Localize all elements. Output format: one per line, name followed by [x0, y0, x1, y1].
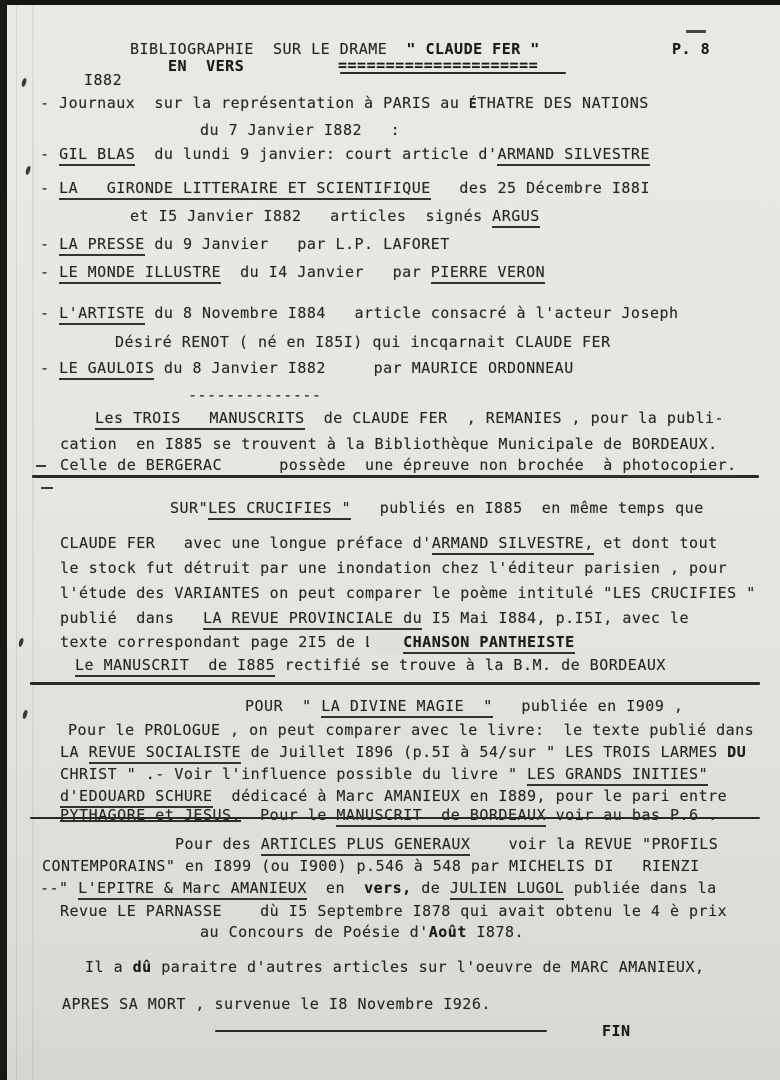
fin-label: FIN: [602, 1022, 631, 1040]
binding-mark: [22, 710, 28, 720]
stray-mark: [686, 30, 706, 33]
closing-rule: [215, 1030, 547, 1032]
section-divider-2: [30, 682, 760, 685]
binding-mark: [18, 638, 24, 648]
stray-mark: [36, 465, 46, 467]
section-divine-magie: CHRIST " .- Voir l'influence possible du livre " LES GRANDS INITIES": [60, 765, 708, 783]
title-subline: EN VERS: [168, 57, 245, 75]
section-divine-magie: Pour le PROLOGUE , on peut comparer avec le livre: le texte publié dans: [68, 721, 755, 739]
section-articles: Pour des ARTICLES PLUS GENERAUX voir la REVUE "PROFILS: [175, 835, 718, 853]
page-number: P. 8: [672, 40, 711, 58]
doc-title: BIBLIOGRAPHIE SUR LE DRAME " CLAUDE FER ": [130, 40, 540, 58]
bib-entry-cont: Désiré RENOT ( né en I85I) qui incqarnait CLAUDE FER: [115, 333, 611, 351]
binding-mark: [21, 78, 27, 88]
bib-entry: - L'ARTISTE du 8 Novembre I884 article consacré à l'acteur Joseph: [40, 304, 679, 322]
paper-crease: [16, 0, 17, 1080]
manuscripts-note: Celle de BERGERAC possède une épreuve non brochée à photocopier.: [60, 456, 737, 474]
section-crucifies: CLAUDE FER avec une longue préface d'ARMAND SILVESTRE, et dont tout: [60, 534, 718, 552]
bib-entry: - LE GAULOIS du 8 Janvier I882 par MAURICE ORDONNEAU: [40, 359, 574, 377]
bib-entry: - GIL BLAS du lundi 9 janvier: court article d'ARMAND SILVESTRE: [40, 145, 650, 163]
section-crucifies: texte correspondant page 2I5 de LA CHANSON PANTHEISTE: [60, 633, 575, 651]
bib-entry: - Journaux sur la représentation à PARIS au ÉTHATRE DES NATIONS: [40, 94, 649, 112]
bib-entry-cont: du 7 Janvier I882 :: [200, 121, 401, 139]
bib-entry-cont: et I5 Janvier I882 articles signés ARGUS: [130, 207, 540, 225]
scan-edge-left: [0, 0, 7, 1080]
binding-mark: [25, 166, 31, 176]
section-articles: CONTEMPORAINS" en I899 (ou I900) p.546 à 548 par MICHELIS DI RIENZI: [42, 857, 700, 875]
section-crucifies: Le MANUSCRIT de I885 rectifié se trouve à la B.M. de BORDEAUX: [75, 656, 666, 674]
dashed-separator: --------------: [188, 386, 322, 404]
section-crucifies: le stock fut détruit par une inondation chez l'éditeur parisien , pour: [60, 559, 728, 577]
section-crucifies: l'étude des VARIANTES on peut comparer le poème intitulé "LES CRUCIFIES ": [60, 584, 756, 602]
section-divine-magie: LA REVUE SOCIALISTE de Juillet I896 (p.5I à 54/sur " LES TROIS LARMES DU: [60, 743, 746, 761]
title-equals-underline: =====================: [338, 56, 539, 74]
section-articles: Revue LE PARNASSE dù I5 Septembre I878 qui avait obtenu le 4 è prix: [60, 902, 728, 920]
bib-entry: - LA PRESSE du 9 Janvier par L.P. LAFORET: [40, 235, 450, 253]
section-divine-magie: PYTHAGORE et JESUS. Pour le MANUSCRIT de BORDEAUX voir au bas P.6 .: [60, 806, 718, 824]
year-heading: I882: [84, 71, 123, 89]
closing-note: APRES SA MORT , survenue le I8 Novembre I926.: [62, 995, 491, 1013]
manuscripts-note: Les TROIS MANUSCRITS de CLAUDE FER , REMANIES , pour la publi-: [95, 409, 724, 427]
section-crucifies: publié dans LA REVUE PROVINCIALE du I5 Mai I884, p.I5I, avec le: [60, 609, 689, 627]
section-divine-magie: d'EDOUARD SCHURE dédicacé à Marc AMANIEUX en I889, pour le pari entre: [60, 787, 727, 805]
bib-entry: - LE MONDE ILLUSTRE du I4 Janvier par PIERRE VERON: [40, 263, 545, 281]
stray-mark: [41, 487, 53, 489]
manuscripts-note: cation en I885 se trouvent à la Bibliothèque Municipale de BORDEAUX.: [60, 435, 718, 453]
scan-edge-top: [0, 0, 780, 5]
section-crucifies: SUR"LES CRUCIFIES " publiés en I885 en même temps que: [170, 499, 704, 517]
closing-note: Il a dû paraitre d'autres articles sur l'oeuvre de MARC AMANIEUX,: [85, 958, 705, 976]
section-articles: --" L'EPITRE & Marc AMANIEUX en vers, de JULIEN LUGOL publiée dans la: [40, 879, 717, 897]
paper-crease: [32, 0, 34, 1080]
bib-entry: - LA GIRONDE LITTERAIRE ET SCIENTIFIQUE des 25 Décembre I88I: [40, 179, 650, 197]
section-articles: au Concours de Poésie d'Août I878.: [200, 923, 525, 941]
section-divine-magie: POUR " LA DIVINE MAGIE " publiée en I909 ,: [245, 697, 683, 715]
